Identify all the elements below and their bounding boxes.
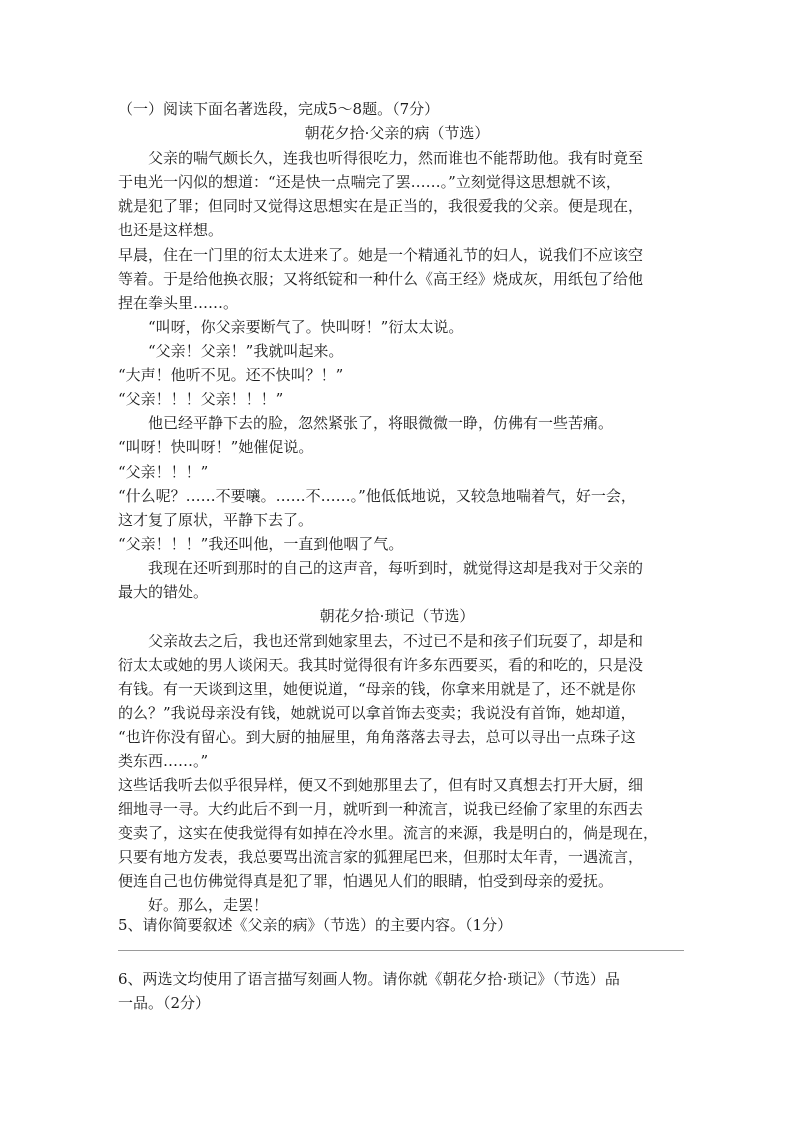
question-5: 5、请你简要叙述《父亲的病》（节选）的主要内容。（1分）	[118, 916, 513, 934]
question-6-line: 6、两选文均使用了语言描写刻画人物。请你就《朝花夕拾·琐记》（节选）品	[118, 970, 620, 988]
passage-2-line: 便连自己也仿佛觉得真是犯了罪，怕遇见人们的眼睛，怕受到母亲的爱抚。	[118, 872, 614, 890]
section-header: （一）阅读下面名著选段，完成5～8题。（7分）	[118, 100, 440, 118]
passage-2-line: 类东西……。”	[118, 752, 209, 770]
passage-1-line: “父亲！！！父亲！！！”	[118, 390, 284, 408]
passage-1-line: “叫呀！快叫呀！”她催促说。	[118, 438, 314, 456]
passage-1-line: 就是犯了罪；但同时又觉得这思想实在是正当的，我很爱我的父亲。便是现在，	[118, 197, 644, 215]
passage-1-line: 捏在拳头里……。	[118, 294, 239, 312]
passage-2-line: 有钱。有一天谈到这里，她便说道，“母亲的钱，你拿来用就是了，还不就是你	[118, 680, 636, 698]
passage-2-line: 好。那么，走罢！	[148, 896, 269, 914]
passage-1-line: 早晨，住在一门里的衍太太进来了。她是一个精通礼节的妇人，说我们不应该空	[118, 246, 644, 264]
passage-1-line: 我现在还听到那时的自己的这声音，每听到时，就觉得这却是我对于父亲的	[148, 559, 644, 577]
passage-1-line: 最大的错处。	[118, 583, 209, 601]
passage-1-line: “父亲！父亲！”我就叫起来。	[148, 342, 344, 360]
passage-2-title: 朝花夕拾·琐记（节选）	[319, 607, 475, 625]
passage-1-title: 朝花夕拾·父亲的病（节选）	[304, 124, 490, 142]
passage-1-line: 于电光一闪似的想道：“还是快一点喘完了罢……。”立刻觉得这思想就不该，	[118, 173, 621, 191]
passage-2-line: “也许你没有留心。到大厨的抽屉里，角角落落去寻去，总可以寻出一点珠子这	[118, 728, 636, 746]
passage-1-line: 这才复了原状，平静下去了。	[118, 511, 314, 529]
passage-1-line: “什么呢？……不要嚷。……不……。”他低低地说，又较急地喘着气，好一会，	[118, 487, 636, 505]
passage-2-line: 细地寻一寻。大约此后不到一月，就听到一种流言，说我已经偷了家里的东西去	[118, 800, 644, 818]
passage-2-line: 的么？”我说母亲没有钱，她就说可以拿首饰去变卖；我说没有首饰，她却道，	[118, 704, 636, 722]
passage-2-line: 衍太太或她的男人谈闲天。我其时觉得很有许多东西要买，看的和吃的，只是没	[118, 656, 644, 674]
passage-2-line: 只要有地方发表，我总要骂出流言家的狐狸尾巴来，但那时太年青，一遇流言，	[118, 848, 644, 866]
passage-2-line: 父亲故去之后，我也还常到她家里去，不过已不是和孩子们玩耍了，却是和	[148, 632, 644, 650]
passage-1-line: 等着。于是给他换衣服；又将纸锭和一种什么《高王经》烧成灰，用纸包了给他	[118, 270, 644, 288]
passage-1-line: “叫呀，你父亲要断气了。快叫呀！”衍太太说。	[148, 318, 464, 336]
passage-2-line: 这些话我听去似乎很异样，便又不到她那里去了，但有时又真想去打开大厨，细	[118, 776, 644, 794]
passage-1-line: “大声！他听不见。还不快叫？！”	[118, 366, 344, 384]
answer-line	[118, 950, 684, 951]
passage-1-line: 他已经平静下去的脸，忽然紧张了，将眼微微一睁，仿佛有一些苦痛。	[148, 414, 614, 432]
passage-1-line: “父亲！！！”	[118, 463, 209, 481]
passage-1-line: “父亲！！！”我还叫他，一直到他咽了气。	[118, 535, 404, 553]
question-6-line: 一品。（2分）	[118, 994, 211, 1012]
passage-1-line: 也还是这样想。	[118, 221, 224, 239]
passage-2-line: 变卖了，这实在使我觉得有如掉在冷水里。流言的来源，我是明白的，倘是现在，	[118, 824, 659, 842]
passage-1-line: 父亲的喘气颇长久，连我也听得很吃力，然而谁也不能帮助他。我有时竟至	[148, 149, 644, 167]
